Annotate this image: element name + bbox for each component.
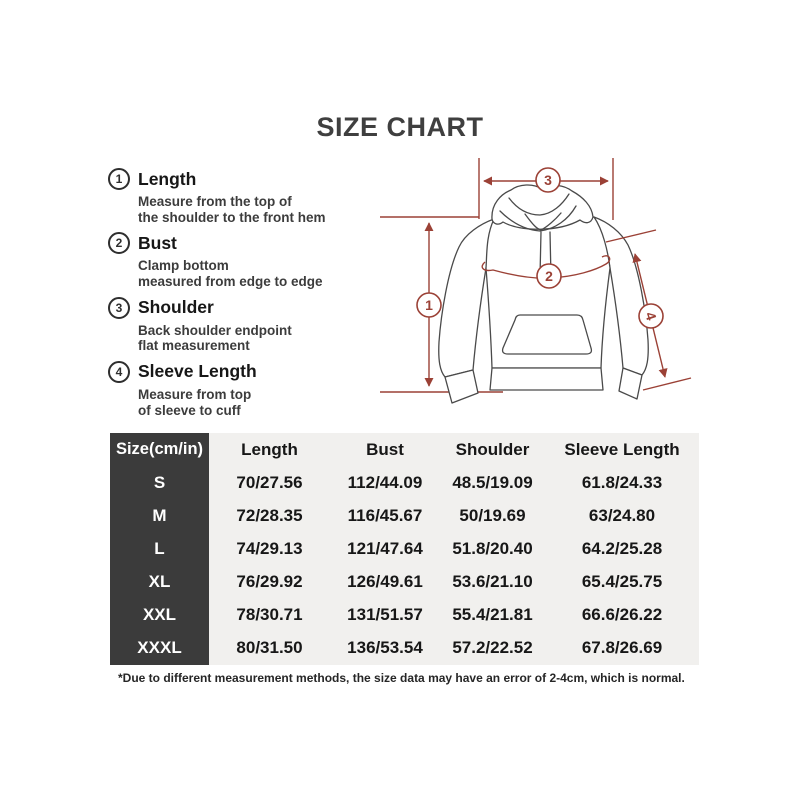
size-cell: XL [110,566,209,599]
hoodie-measurement-diagram [363,156,708,422]
table-header-size: Size(cm/in) [110,433,209,466]
size-cell: XXXL [110,632,209,665]
guide-description: Measure from top of sleeve to cuff [138,386,252,418]
table-header-length: Length [241,439,298,459]
size-cell: S [110,466,209,499]
diagram-marker-4: 4 [642,309,660,323]
table-header-shoulder: Shoulder [455,439,530,459]
guide-label: Sleeve Length [138,361,257,382]
table-cell: 131/51.57 [347,605,423,625]
guide-description: Back shoulder endpoint flat measurement [138,322,292,354]
table-header-bust: Bust [366,439,404,459]
table-cell: 63/24.80 [588,505,656,525]
table-cell: 50/19.69 [459,505,526,525]
table-cell: 74/29.13 [236,538,303,558]
guide-label: Length [138,168,197,189]
guide-item-length [108,168,353,225]
table-cell: 136/53.54 [347,638,423,658]
table-cell: 116/45.67 [347,505,423,525]
table-cell: 80/31.50 [236,638,303,658]
table-cell: 121/47.64 [347,538,423,558]
guide-label: Shoulder [138,297,214,318]
guide-item-bust [108,232,353,289]
circled-number-4: 4 [108,361,130,383]
table-cell: 53.6/21.10 [452,572,533,592]
table-cell: 65.4/25.75 [581,572,663,592]
circled-number-3: 3 [108,297,130,319]
guide-item-sleeve-length [108,361,353,418]
diagram-marker-3: 3 [544,172,552,188]
size-cell: XXL [110,599,209,632]
table-cell: 70/27.56 [236,472,303,492]
size-cell: L [110,532,209,565]
measurement-disclaimer: *Due to different measurement methods, the size data may have an error of 2-4cm, which is normal. [118,671,685,685]
table-cell: 67.8/26.69 [581,638,663,658]
table-cell: 64.2/25.28 [581,538,663,558]
page-title: SIZE CHART [316,112,484,142]
table-cell: 55.4/21.81 [452,605,533,625]
diagram-marker-2: 2 [545,268,553,284]
circled-number-2: 2 [108,232,130,254]
table-cell: 57.2/22.52 [452,638,533,658]
table-cell: 61.8/24.33 [581,472,663,492]
diagram-marker-1: 1 [425,297,433,313]
table-header-sleeve: Sleeve Length [564,439,680,459]
table-cell: 48.5/19.09 [452,472,533,492]
table-cell: 112/44.09 [347,472,423,492]
table-cell: 78/30.71 [236,605,303,625]
measurement-guide [108,168,353,425]
guide-item-shoulder [108,297,353,354]
guide-description: Measure from the top of the shoulder to the front hem [138,194,326,225]
table-cell: 66.6/26.22 [581,605,663,625]
size-table [110,433,699,665]
guide-label: Bust [138,232,177,253]
table-cell: 76/29.92 [236,572,303,592]
size-cell: M [110,499,209,532]
table-cell: 72/28.35 [236,505,303,525]
circled-number-1: 1 [108,168,130,190]
table-cell: 126/49.61 [347,572,423,592]
guide-description: Clamp bottom measured from edge to edge [138,258,323,289]
table-cell: 51.8/20.40 [452,538,533,558]
